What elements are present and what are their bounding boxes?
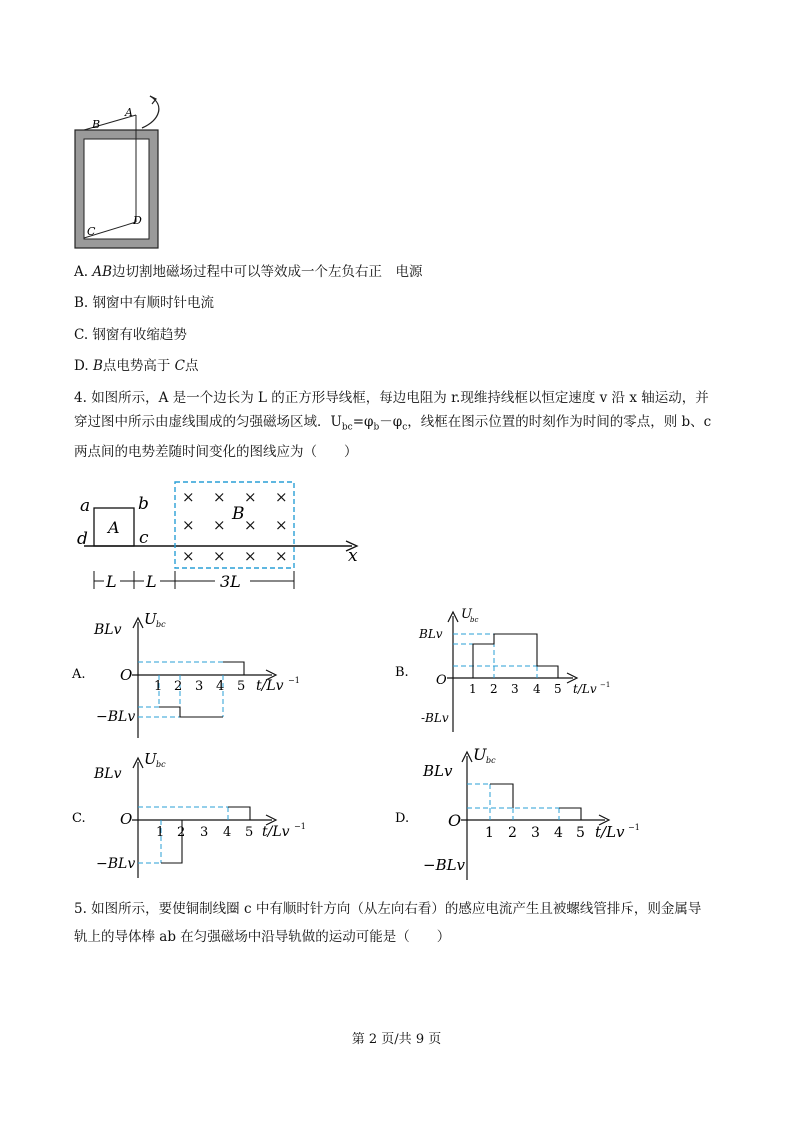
- rotation-arrow: [142, 96, 159, 128]
- tick-label: 2: [177, 825, 186, 840]
- y-bottom-label: −BLv: [96, 856, 136, 872]
- option-label: A.: [72, 667, 86, 682]
- y-label-sub: bc: [156, 760, 166, 769]
- point-label-c: C: [87, 225, 96, 238]
- question-4-line2: 穿过图中所示由虚线围成的匀强磁场区域．$U_{bc}=\varphi_b-\varphi_c$，线框在图示位置的时刻作为时间的零点，则 b、c: [74, 414, 712, 433]
- y-label-sub: bc: [486, 756, 496, 765]
- origin-label: O: [448, 811, 462, 830]
- x-label: t/Lv: [256, 678, 284, 694]
- y-bottom-label: −BLv: [423, 856, 466, 874]
- y-label-sub: bc: [156, 620, 166, 629]
- tick-label: 4: [223, 825, 232, 840]
- tick-label: 3: [200, 825, 209, 840]
- tick-label: 1: [469, 682, 477, 696]
- setup-figure: [72, 475, 372, 595]
- cross-mark: ×: [244, 516, 257, 534]
- cross-mark: ×: [182, 547, 195, 565]
- x-label: t/Lv: [262, 824, 290, 840]
- graph-option-c: [70, 750, 315, 880]
- point-label-a: A: [125, 106, 133, 119]
- question-4-line1: 4. 如图所示，A 是一个边长为 L 的正方形导线框，每边电阻为 r.现维持线框以恒定速度 v 沿 x 轴运动，并: [74, 390, 709, 406]
- y-label: U: [144, 750, 157, 768]
- question-5-line1: 5. 如图所示，要使铜制线圈 c 中有顺时针方向（从左向右看）的感应电流产生且被螺线管排斥，则金属导: [74, 901, 702, 917]
- option-a: A. AB边切割地磁场过程中可以等效成一个左负右正 电源: [74, 264, 423, 280]
- graph-line: [490, 784, 513, 808]
- question-5: [74, 897, 724, 949]
- y-label-sub: bc: [470, 616, 479, 624]
- graph-line: [223, 662, 244, 675]
- corner-b: b: [138, 494, 149, 514]
- graph-option-a: [70, 608, 310, 740]
- option-d: D. B点电势高于 C点: [74, 358, 199, 374]
- origin-label: O: [120, 810, 133, 828]
- y-bottom-label: -BLv: [421, 711, 449, 725]
- dim-label: 3L: [220, 572, 241, 591]
- tick-label: 4: [533, 682, 541, 696]
- tick-label: 1: [156, 825, 165, 840]
- y-top-label: BLv: [94, 766, 122, 782]
- y-bottom-label: −BLv: [96, 709, 136, 725]
- dim-label: L: [146, 572, 157, 591]
- origin-label: O: [120, 666, 133, 684]
- cross-mark: ×: [213, 547, 226, 565]
- graph-line: [159, 707, 223, 717]
- graph-line: [559, 808, 581, 820]
- tick-label: 5: [237, 679, 246, 694]
- tick-label: 2: [508, 825, 517, 841]
- question-5-line2: 轨上的导体棒 ab 在匀强磁场中沿导轨做的运动可能是（ ）: [74, 929, 451, 945]
- x-label-sup: −1: [288, 676, 300, 685]
- tick-label: 5: [245, 825, 254, 840]
- dim-label: L: [106, 572, 117, 591]
- field-crosses: [182, 488, 288, 565]
- tick-label: 3: [531, 825, 540, 841]
- y-label: U: [461, 607, 472, 622]
- origin-label: O: [436, 673, 447, 688]
- y-top-label: BLv: [94, 622, 122, 638]
- page-footer: 第 2 页/共 9 页: [351, 1032, 442, 1047]
- x-label-sup: −1: [294, 822, 306, 831]
- tick-label: 3: [511, 682, 519, 696]
- tick-label: 5: [576, 825, 585, 841]
- x-label-sup: −1: [628, 823, 640, 832]
- cross-mark: ×: [182, 488, 195, 506]
- tick-label: 3: [195, 679, 204, 694]
- graph-option-b: [393, 600, 623, 735]
- cross-mark: ×: [244, 547, 257, 565]
- graph-line: [228, 807, 250, 820]
- point-label-d: D: [133, 214, 142, 227]
- tick-label: 2: [490, 682, 498, 696]
- x-label: t/Lv: [595, 823, 625, 841]
- tick-label: 4: [554, 825, 563, 841]
- question-4-line3: 两点间的电势差随时间变化的图线应为（ ）: [74, 443, 358, 460]
- corner-a: a: [80, 496, 91, 516]
- x-label: x: [348, 546, 358, 566]
- y-top-label: BLv: [419, 627, 443, 641]
- graph-line: [473, 634, 558, 678]
- x-label-sup: −1: [600, 681, 611, 689]
- option-c: C. 钢窗有收缩趋势: [74, 327, 187, 343]
- field-label: B: [232, 504, 245, 524]
- y-label: U: [144, 610, 157, 628]
- corner-c: c: [139, 528, 149, 548]
- cross-mark: ×: [244, 488, 257, 506]
- y-label: U: [473, 745, 487, 764]
- cross-mark: ×: [213, 488, 226, 506]
- cross-mark: ×: [213, 516, 226, 534]
- point-label-b: B: [92, 118, 101, 131]
- option-label: B.: [395, 665, 409, 680]
- cross-mark: ×: [182, 516, 195, 534]
- cross-mark: ×: [275, 516, 288, 534]
- x-label: t/Lv: [573, 682, 597, 696]
- option-label: D.: [395, 811, 410, 826]
- window-figure: [70, 90, 180, 255]
- y-top-label: BLv: [423, 762, 453, 780]
- option-b: B. 钢窗中有顺时针电流: [74, 295, 215, 311]
- tick-label: 2: [174, 679, 183, 694]
- tick-label: 5: [554, 682, 562, 696]
- graph-option-d: [393, 742, 643, 882]
- tick-label: 4: [216, 679, 225, 694]
- cross-mark: ×: [275, 547, 288, 565]
- tick-label: 1: [485, 825, 494, 841]
- frame-label: A: [108, 518, 120, 537]
- option-label: C.: [72, 811, 86, 826]
- cross-mark: ×: [275, 488, 288, 506]
- corner-d: d: [77, 529, 88, 549]
- question-4: [74, 386, 724, 464]
- tick-label: 1: [154, 679, 163, 694]
